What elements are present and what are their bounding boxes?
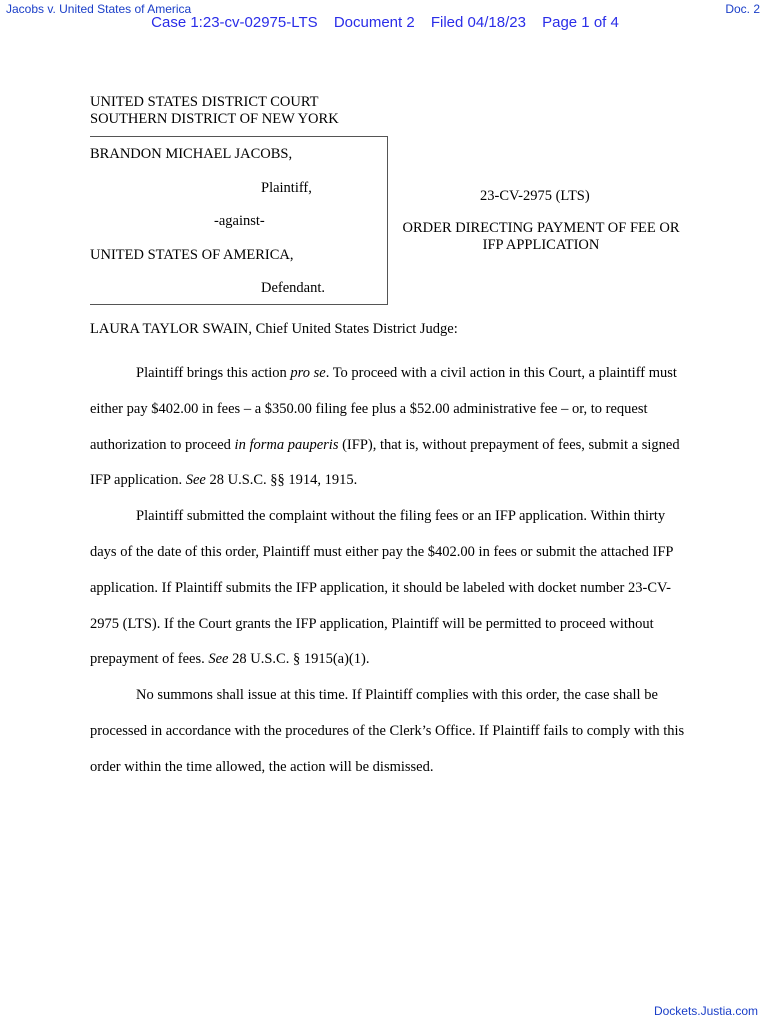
p1-text-a: Plaintiff brings this action [136, 365, 291, 381]
p1-italic-pro-se: pro se [290, 365, 326, 381]
stamp-document-number: Document 2 [333, 14, 415, 31]
court-district: SOUTHERN DISTRICT OF NEW YORK [90, 111, 339, 127]
plaintiff-role: Plaintiff, [261, 180, 312, 196]
p2-text-a: Plaintiff submitted the complaint without the filing fees or an IFP application. Within thirty days of the date of this order, Plaintiff must either pay the $402.00 in fees or submit the attached IFP application. If Plaintiff submits the IFP application, it should be labeled with docket number 23-CV-2975 (LTS). If the Court grants the IFP application, Plaintiff will be permitted to proceed without prepayment of fees. [90, 508, 673, 668]
order-body [90, 356, 690, 786]
case-number: 23-CV-2975 (LTS) [480, 188, 590, 204]
paragraph-1 [90, 356, 690, 499]
court-heading [90, 94, 339, 128]
stamp-case-number: Case 1:23-cv-02975-LTS [151, 14, 318, 31]
paragraph-2 [90, 499, 690, 678]
paragraph-3 [90, 678, 690, 785]
p1-italic-see: See [185, 472, 206, 489]
doc-number-link[interactable]: Doc. 2 [725, 2, 760, 16]
case-name-link[interactable]: Jacobs v. United States of America [6, 2, 192, 16]
p1-italic-ifp: in forma pauperis [234, 436, 339, 453]
p2-text-b: 28 U.S.C. § 1915(a)(1). [228, 651, 370, 668]
justia-footer-link[interactable]: Dockets.Justia.com [653, 1004, 758, 1018]
court-name: UNITED STATES DISTRICT COURT [90, 94, 319, 110]
stamp-page-number: Page 1 of 4 [542, 14, 619, 31]
order-title: ORDER DIRECTING PAYMENT OF FEE OR IFP APPLICATION [402, 220, 680, 253]
judge-line: LAURA TAYLOR SWAIN, Chief United States District Judge: [90, 321, 458, 337]
p2-italic-see: See [208, 651, 229, 668]
ecf-header-stamp [0, 14, 770, 32]
p3-text-a: No summons shall issue at this time. If Plaintiff complies with this order, the case shall be processed in accordance with the procedures of the Clerk’s Office. If Plaintiff fails to comply with this order within the time allowed, the action will be dismissed. [90, 687, 685, 775]
plaintiff-name: BRANDON MICHAEL JACOBS, [90, 146, 293, 162]
defendant-role: Defendant. [261, 280, 326, 296]
stamp-filed-date: Filed 04/18/23 [430, 14, 526, 31]
p1-text-b: . To proceed with a civil action in this Court, a plaintiff must either pay $402.00 in fees – a $350.00 filing fee plus a $52.00 administrative fee – or, to request authorization to proceed [90, 365, 677, 453]
p1-text-d: 28 U.S.C. §§ 1914, 1915. [205, 472, 358, 489]
p1-text-c: (IFP), that is, without prepayment of fees, submit a signed IFP application. [90, 436, 680, 489]
against-label: -against- [214, 213, 265, 229]
defendant-name: UNITED STATES OF AMERICA, [90, 247, 294, 263]
